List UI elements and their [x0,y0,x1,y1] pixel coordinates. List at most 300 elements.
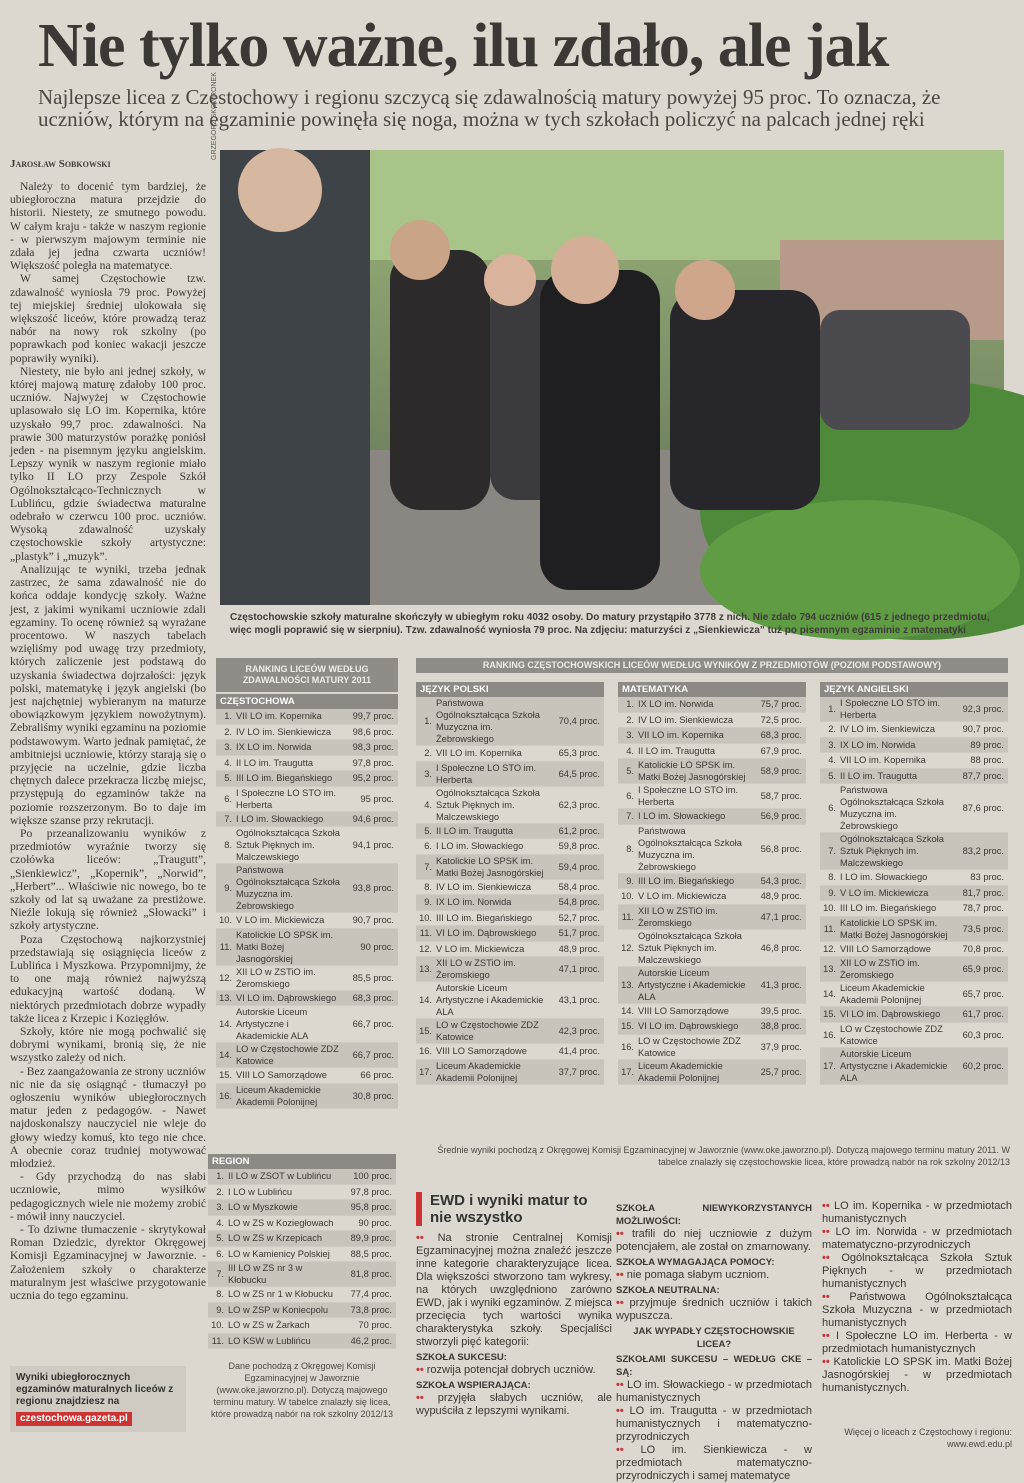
score: 54,8 proc. [558,897,600,908]
subjects-note: Średnie wyniki pochodzą z Okręgowej Komisji Egzaminacyjnej w Jaworznie (www.oke.jaworzno.pl). Dotyczą majowego terminu matury 2011. W tabelce znalazły się częstochowskie licea, które prowadzą nabór na rok szkolny 2012/13 [437,1145,1010,1167]
school-name: II LO w ZSOT w Lublińcu [228,1171,332,1182]
list-text: LO im. Traugutta - w przedmiotach humanistycznych i matematyczno-przyrodniczych [616,1405,812,1443]
score: 88 proc. [970,755,1004,766]
rank: 2. [216,1186,224,1197]
city-header: CZĘSTOCHOWA [216,694,398,709]
school-name: LO w ZSP w Koniecpolu [228,1304,329,1315]
school-name: Państwowa Ogólnokształcąca Szkoła Muzyczna im. Żebrowskiego [840,785,944,831]
score: 83,2 proc. [962,846,1004,856]
school-name: VIII LO Samorządowe [236,1070,327,1081]
score: 78,7 proc. [962,903,1004,914]
rank: 10. [621,891,634,902]
body-paragraph: Szkoły, które nie mogą pochwalić się dobrymi wynikami, bronią się, że nie wszystko zależy od nich. [10,1025,206,1065]
rank: 10. [219,915,232,926]
school-name: II LO im. Traugutta [436,825,513,836]
rank: 4. [626,745,634,756]
body-paragraph: W samej Częstochowie tzw. zdawalność wyniosła 79 proc. Powyżej tej miejskiej średniej ulokowała się większość liceów, które prowadzą teraz nabór na nowy rok szkolny (po poprawkach pod koniec wakacji jeszcze poprawiły wyniki). [10,272,206,365]
rank: 8. [424,881,432,892]
rank: 1. [424,716,432,726]
school-name: VII LO im. Kopernika [436,748,522,759]
table-row [618,905,806,930]
list-item [616,1405,812,1444]
school-name: Autorskie Liceum Artystyczne i Akademickie ALA [638,967,746,1002]
table-row [618,1019,806,1035]
score: 97,8 proc. [350,1186,392,1197]
ewd-text: •• Na stronie Centralnej Komisji Egzaminacyjnej można znaleźć jeszcze inne kategorie charakteryzujące licea. Dla większości stworzono tam wykresy, na których uwzględniono zarówno EWD, jak i wyniki egzaminów. Z miejsca przecięcia tych wartości wynika charakterystyka szkoły. Specjaliści stworzyli pięć kategorii: SZKOŁA SUKCESU: •• rozwija potencjał dobrych uczniów. SZKOŁA WSPIERAJĄCA: •• przyjęła słabych uczniów, ale wypuściła z lepszymi wynikami. [416,1232,612,1417]
list-item [822,1252,1012,1291]
table-row [216,812,398,828]
rank: 5. [828,770,836,781]
list-item [822,1226,1012,1252]
bullet-icon: •• [822,1226,836,1238]
table-row [820,722,1008,738]
table-row [416,824,604,840]
table-row [416,957,604,982]
table-row [208,1169,396,1185]
rank: 11. [211,1335,224,1346]
score: 58,7 proc. [760,791,802,801]
table-row [208,1185,396,1201]
table-row [820,917,1008,942]
score: 58,9 proc. [760,766,802,776]
table-row [208,1287,396,1303]
rank: 5. [626,766,634,776]
rank: 15. [823,1009,836,1020]
c2-text: przyjęła słabych uczniów, ale wypuściła z lepszymi wynikami. [416,1392,612,1417]
more-text: Więcej o liceach z Częstochowy i regionu: [844,1427,1012,1437]
rank: 11. [219,941,232,952]
table-row [416,787,604,824]
school-name: Liceum Akademickie Akademii Polonijnej [638,1060,723,1083]
rank: 13. [621,979,634,990]
table-row [618,728,806,744]
list-text: LO im. Norwida - w przedmiotach matematyczno-przyrodniczych [822,1226,1012,1251]
table-row [820,982,1008,1007]
score: 60,3 proc. [962,1029,1004,1040]
bullet-icon: •• [822,1252,842,1264]
city-rows [216,709,398,1109]
rank: 11. [823,923,836,934]
list-text: Katolickie LO SPSK im. Matki Bożej Jasnogórskiej - w przedmiotach humanistycznych. [822,1356,1012,1394]
rank: 16. [823,1029,836,1040]
rank: 15. [621,1021,634,1032]
school-name: I LO im. Słowackiego [436,841,524,852]
score: 37,7 proc. [558,1066,600,1077]
table-row [216,864,398,913]
score: 77,4 proc. [350,1289,392,1300]
school-name: V LO im. Mickiewicza [236,915,325,926]
c1-text: rozwija potencjał dobrych uczniów. [426,1364,596,1376]
table-row [216,756,398,772]
school-name: IX LO im. Norwida [840,739,916,750]
news-photo [220,150,1004,605]
score: 72,5 proc. [760,714,802,725]
score: 93,8 proc. [352,883,394,893]
ewd-intro: Na stronie Centralnej Komisji Egzaminacyjnej można znaleźć jeszcze inne kategorie charakteryzujące licea. Dla większości stworzono tam wykresy, na których uwzględniono zarówno EWD, jak i wyniki egzaminów. Z miejsca przecięcia tych wartości wynika charakterystyka szkoły. Specjaliści stworzyli pięć kategorii: [416,1232,612,1348]
school-name: XII LO w ZSTiO im. Żeromskiego [436,958,516,980]
author: Jarosław Sobkowski [10,158,111,170]
rank: 8. [224,840,232,850]
rank: 9. [424,897,432,908]
rank: 10. [823,903,836,914]
table-row [208,1231,396,1247]
promo-link[interactable]: czestochowa.gazeta.pl [16,1412,132,1426]
list-text: I Społeczne LO im. Herberta - w przedmiotach humanistycznych [822,1330,1012,1355]
school-name: V LO im. Mickiewicza [638,891,727,902]
list-item [616,1379,812,1405]
body-paragraph: - To dziwne tłumaczenie - skrytykował Roman Dziedzic, dyrektor Okręgowej Komisji Egzaminacyjnej w Jaworznie. - Założeniem szkoły o charakterze maturalnym jest właściwe przygotowanie ucznia do tego egzaminu. [10,1223,206,1303]
ewd-title: EWD i wyniki matur to nie wszystko [416,1192,612,1226]
table-row [216,913,398,929]
school-name: Ogólnokształcąca Szkoła Sztuk Pięknych im. Malczewskiego [638,930,742,965]
table-row [618,930,806,967]
school-name: LO w ZS w Żarkach [228,1320,310,1331]
list-item [822,1291,1012,1330]
table-row [618,744,806,760]
subjects-title: RANKING CZĘSTOCHOWSKICH LICEÓW WEDŁUG WYNIKÓW Z PRZEDMIOTÓW (POZIOM PODSTAWOWY) [416,658,1008,673]
table-row [416,880,604,896]
rank: 14. [219,1019,232,1029]
score: 90 proc. [358,1217,392,1228]
c3-head: SZKOŁA NIEWYKORZYSTANYCH MOŻLIWOŚCI: [616,1203,812,1227]
school-name: Autorskie Liceum Artystyczne i Akademickie ALA [236,1007,309,1041]
rank: 3. [626,730,634,741]
table-row [416,926,604,942]
school-name: III LO w ZS nr 3 w Kłobucku [228,1263,303,1285]
school-name: I LO im. Słowackiego [236,813,324,824]
score: 51,7 proc. [558,928,600,939]
rank: 16. [621,1041,634,1052]
ranking-note: Dane pochodzą z Okręgowej Komisji Egzaminacyjnej w Jaworznie (www.oke.jaworzno.pl). Dotyczą majowego terminu matury. W tabelce znalazły się licea, które prowadzą nabór na rok szkolny 2012/13 [210,1361,394,1419]
table-row [416,895,604,911]
bullet-icon: •• [822,1330,837,1342]
school-name: IV LO im. Sienkiewicza [638,714,734,725]
score: 46,2 proc. [350,1335,392,1346]
rank: 1. [828,704,836,714]
c4-text: nie pomaga słabym uczniom. [626,1269,770,1281]
score: 66,7 proc. [352,1050,394,1060]
score: 47,1 proc. [558,964,600,974]
school-name: Państwowa Ogólnokształcąca Szkoła Muzyczna im. Żebrowskiego [436,698,540,744]
promo-box [10,1366,186,1432]
table-row [618,1004,806,1020]
school-name: II LO im. Traugutta [840,770,917,781]
score: 48,9 proc. [558,943,600,954]
school-name: Ogólnokształcąca Szkoła Sztuk Pięknych im. Malczewskiego [236,828,340,862]
rank: 9. [224,883,232,893]
table-row [208,1318,396,1334]
rank: 3. [224,742,232,753]
body-paragraph: Poza Częstochową najkorzystniej przedstawiają się osiągnięcia liceów z Lublińca i Myszkowa. Przypomnijmy, że to one mają również najwyższą edukacyjną wartość dodaną. W niektórych przedmiotach dobrze wypadły także licea z Krzepic i Kozięgłów. [10,932,206,1025]
school-name: I LO w Lublińcu [228,1186,293,1197]
ewd-text-2: SZKOŁA NIEWYKORZYSTANYCH MOŻLIWOŚCI: •• trafili do niej uczniowie z dużym potencjałem, ale został on zmarnowany. SZKOŁA WYMAGAJĄCA POMOCY: •• nie pomaga słabym uczniom. SZKOŁA NEUTRALNA: •• przyjmuje średnich uczniów i takich wypuszcza. JAK WYPADŁY CZĘSTOCHOWSKIE LICEA? SZKOŁAMI SUKCESU – WEDŁUG CKE – SĄ: •• LO im. Słowackiego - w przedmiotach humanistycznych •• LO im. Traugutta - w przedmiotach humanistycznych i matematyczno-przyrodniczych •• LO im. Sienkiewicza - w przedmiotach matematyczno-przyrodniczych i samej matematyce [616,1203,812,1482]
ewd-box [416,1192,612,1418]
rank: 12. [419,943,432,954]
school-name: I LO im. Słowackiego [638,811,726,822]
score: 87,6 proc. [962,803,1004,813]
rank: 4. [424,799,432,810]
rank: 10. [211,1320,224,1331]
rank: 17. [621,1066,634,1077]
score: 25,7 proc. [760,1066,802,1077]
school-name: XII LO w ZSTiO im. Żeromskiego [638,905,718,928]
list-text: LO im. Kopernika - w przedmiotach humanistycznych [822,1200,1012,1225]
school-name: I Społeczne LO STO im. Herberta [840,698,941,720]
school-name: Katolickie LO SPSK im. Matki Bożej Jasnogórskiej [840,917,948,940]
score: 64,5 proc. [558,768,600,779]
score: 85,5 proc. [352,972,394,983]
table-row [820,957,1008,982]
score: 43,1 proc. [558,995,600,1005]
rank: 14. [621,1005,634,1016]
score: 30,8 proc. [352,1090,394,1101]
c5-head: SZKOŁA NEUTRALNA: [616,1285,720,1296]
body-paragraph: Po przeanalizowaniu wyników z przedmiotów wyraźnie tworzy się czołówka liceów: „Traugutt”, „Sienkiewicz”, „Kopernik”, „Norwid”, „Herbert”... Właściwie nic nowego, bo te szkoły od lat są uważane za prestiżowe. Nieźle lokują się również „Słowacki” i szkoły artystyczne. [10,826,206,933]
table-row [416,839,604,855]
table-row [216,966,398,991]
score: 65,9 proc. [962,964,1004,974]
school-name: Państwowa Ogólnokształcąca Szkoła Muzyczna im. Żebrowskiego [638,825,742,872]
score: 70,8 proc. [962,943,1004,954]
school-name: IV LO im. Sienkiewicza [236,726,332,737]
list-text: LO im. Słowackiego - w przedmiotach humanistycznych [616,1379,812,1404]
rank: 17. [419,1066,432,1077]
score: 62,3 proc. [558,799,600,810]
lead-paragraph: Najlepsze licea z Częstochowy i regionu szczycą się zdawalnością matury powyżej 95 proc. To oznacza, że uczniów, którym na egzaminie powinęła się noga, można w tych szkołach policzyć na palcach jednej ręki [38,85,941,131]
school-name: IV LO im. Sienkiewicza [436,881,532,892]
score: 70,4 proc. [558,716,600,726]
rank: 6. [224,793,232,804]
score: 61,2 proc. [558,825,600,836]
body-paragraph: Niestety, nie było ani jednej szkoły, w której majową maturę zdałoby 100 proc. uczniów. Najwyżej w Częstochowie uplasowało się LO im. Kopernika, które uzyskało 99,7 proc. zdawalności. Na prawie 300 maturzystów porażkę poniósł jeden - na pisemnym języku angielskim. Lepszy wynik w naszym regionie miało tylko II LO przy Zespole Szkół Ogólnokształcąco-Technicznych w Lublińcu, gdzie świadectwa maturalne odebrało w czerwcu 100 proc. uczniów. Wysoką zdawalność uzyskały częstochowskie szkoły artystyczne: „plastyk” i „muzyk”. [10,364,206,563]
school-name: LO w ZS w Krzepicach [228,1233,323,1244]
headline: Nie tylko ważne, ilu zdało, ale jak [38,12,889,80]
body-paragraph: Należy to docenić tym bardziej, że ubiegłoroczna matura przejdzie do historii. Niestety, ze smutnego powodu. W całym kraju - także w naszym regionie - w pierwszym majowym terminie nie zdała jej jedna czwarta uczniów! Większość poległa na matematyce. [10,180,206,273]
score: 90,7 proc. [962,724,1004,735]
score: 87,7 proc. [962,770,1004,781]
score: 70 proc. [358,1320,392,1331]
bullet-icon: •• [616,1444,641,1456]
score: 73,8 proc. [350,1304,392,1315]
table-row [618,697,806,713]
school-name: IV LO im. Sienkiewicza [840,724,936,735]
list-item [822,1356,1012,1395]
school-name: III LO im. Biegańskiego [638,875,735,886]
bullet-icon: •• [616,1379,627,1391]
rank: 10. [419,912,432,923]
bullet-icon: •• [616,1405,630,1417]
score: 67,9 proc. [760,745,802,756]
rank: 8. [216,1289,224,1300]
rank: 13. [419,964,432,974]
table-row [416,762,604,787]
school-name: III LO im. Biegańskiego [436,912,533,923]
rank: 12. [219,972,232,983]
rank: 4. [828,755,836,766]
table-row [208,1200,396,1216]
score: 61,7 proc. [962,1009,1004,1020]
school-name: Autorskie Liceum Artystyczne i Akademickie ALA [436,983,544,1017]
rank: 15. [219,1070,232,1081]
table-row [618,713,806,729]
rank: 9. [828,887,836,898]
rank: 11. [419,928,432,939]
score: 98,3 proc. [352,742,394,753]
school-name: VI LO im. Dąbrowskiego [638,1021,739,1032]
score: 56,9 proc. [760,811,802,822]
school-name: Autorskie Liceum Artystyczne i Akademickie ALA [840,1048,948,1083]
table-row [820,1048,1008,1085]
rank: 2. [224,726,232,737]
school-name: III LO im. Biegańskiego [840,903,937,914]
table-row [820,870,1008,886]
score: 60,2 proc. [962,1060,1004,1071]
rank: 3. [424,768,432,779]
table-row [416,911,604,927]
table-row [216,771,398,787]
school-name: VIII LO Samorządowe [638,1005,729,1016]
score: 94,6 proc. [352,813,394,824]
rank: 16. [419,1046,432,1057]
school-name: Katolickie LO SPSK im. Matki Bożej Jasnogórskiej [236,929,334,964]
table-row [618,1060,806,1085]
rank: 1. [626,699,634,710]
rank: 5. [424,825,432,836]
bullet-icon: •• [822,1200,834,1212]
table-row [820,833,1008,870]
score: 59,4 proc. [558,861,600,872]
rank: 1. [216,1171,224,1182]
school-name: V LO im. Mickiewicza [436,943,525,954]
subjects-table [416,658,1008,1130]
rank: 7. [626,811,634,822]
english-header: JĘZYK ANGIELSKI [820,682,1008,697]
polish-header: JĘZYK POLSKI [416,682,604,697]
question-sub: SZKOŁAMI SUKCESU – WEDŁUG CKE – SĄ: [616,1354,812,1378]
score: 99,7 proc. [352,711,394,722]
school-name: I Społeczne LO STO im. Herberta [236,787,337,810]
table-row [820,753,1008,769]
rank: 12. [621,942,634,953]
table-row [820,697,1008,722]
school-name: VI LO im. Dąbrowskiego [236,992,337,1003]
school-name: VII LO im. Kopernika [638,730,724,741]
school-name: I LO im. Słowackiego [840,872,928,883]
c1-head: SZKOŁA SUKCESU: [416,1352,507,1363]
rank: 14. [219,1050,232,1060]
school-name: Liceum Akademickie Akademii Polonijnej [236,1084,321,1107]
school-name: VII LO im. Kopernika [840,755,926,766]
rank: 16. [219,1090,232,1101]
score: 75,7 proc. [760,699,802,710]
score: 38,8 proc. [760,1021,802,1032]
article-body [10,180,206,1302]
table-row [618,889,806,905]
school-name: Katolickie LO SPSK im. Matki Bożej Jasnogórskiej [638,760,746,782]
school-name: XII LO w ZSTiO im. Żeromskiego [840,958,920,980]
table-row [416,697,604,746]
table-row [416,942,604,958]
rank: 6. [626,791,634,801]
school-name: V LO im. Mickiewicza [840,887,929,898]
region-table [208,1152,396,1349]
table-row [216,1006,398,1043]
score: 83 proc. [970,872,1004,883]
table-row [618,784,806,809]
c5-text: przyjmuje średnich uczniów i takich wypuszcza. [616,1297,812,1322]
body-paragraph: - Gdy przychodzą do nas słabi uczniowie, mimo wysiłków pedagogicznych wiele nie możemy zrobić - mówił inny nauczyciel. [10,1170,206,1223]
table-row [216,740,398,756]
rank: 5. [216,1233,224,1244]
score: 41,4 proc. [558,1046,600,1057]
school-name: Ogólnokształcąca Szkoła Sztuk Pięknych im. Malczewskiego [436,787,540,822]
score: 89,9 proc. [350,1233,392,1244]
school-name: LO w Myszkowie [228,1202,298,1213]
score: 68,3 proc. [352,992,394,1003]
table-row [216,1068,398,1084]
school-name: LO KSW w Lublińcu [228,1335,311,1346]
bullet-icon: •• [822,1291,850,1303]
table-row [820,942,1008,958]
school-name: IX LO im. Norwida [236,742,312,753]
bullet-icon: •• [822,1356,834,1368]
school-name: I Społeczne LO STO im. Herberta [436,762,537,785]
table-row [208,1216,396,1232]
more-url[interactable]: www.ewd.edu.pl [946,1439,1012,1449]
score: 47,1 proc. [760,911,802,922]
math-header: MATEMATYKA [618,682,806,697]
rank: 3. [216,1202,224,1213]
rank: 17. [823,1060,836,1071]
table-row [820,901,1008,917]
table-row [216,787,398,812]
score: 73,5 proc. [962,923,1004,934]
school-name: II LO im. Traugutta [236,757,313,768]
score: 66 proc. [360,1070,394,1081]
english-column [820,680,1008,1085]
table-row [618,759,806,784]
score: 42,3 proc. [558,1026,600,1036]
score: 81,7 proc. [962,887,1004,898]
table-row [618,967,806,1004]
school-name: Ogólnokształcąca Szkoła Sztuk Pięknych im. Malczewskiego [840,834,944,868]
table-row [208,1247,396,1263]
table-row [216,991,398,1007]
school-name: LO w ZS nr 1 w Kłobucku [228,1289,333,1300]
school-name: Liceum Akademickie Akademii Polonijnej [840,983,925,1005]
school-name: IX LO im. Norwida [638,699,714,710]
school-name: IX LO im. Norwida [436,897,512,908]
photo-credit: GRZEGORZ SKOWRONEK [211,72,218,160]
rank: 9. [626,875,634,886]
score: 68,3 proc. [760,730,802,741]
score: 100 proc. [353,1171,392,1182]
table-row [216,827,398,864]
photo-caption: Częstochowskie szkoły maturalne skończyły w ubiegłym roku 4032 osoby. Do matury przystąpiło 3778 z nich. Nie zdało 794 uczniów (615 z jednego przedmiotu, więc mogli poprawić się w sierpniu). Tzw. zdawalność wyniosła 79 proc. Na zdjęciu: maturzyści z „Sienkiewicza” tuż po pisemnym egzaminie z matematyki [230,612,990,636]
body-paragraph: - Bez zaangażowania ze strony uczniów nic nie da się osiągnąć - tłumaczył po ogłoszeniu wyników ubiegłorocznych matur jeden z pedagogów. - Nawet najdoskonalszy nauczyciel nie wleje do głowy wiedzy komuś, kto tego nie chce. A obecnie coraz trudniej motywować młodzież. [10,1064,206,1171]
school-name: III LO im. Biegańskiego [236,773,333,784]
table-row [820,784,1008,833]
school-name: VIII LO Samorządowe [840,943,931,954]
table-row [416,1060,604,1085]
score: 98,6 proc. [352,726,394,737]
table-row [208,1303,396,1319]
rank: 7. [828,846,836,856]
school-name: XII LO w ZSTiO im. Żeromskiego [236,966,316,989]
table-row [416,982,604,1019]
table-row [820,1007,1008,1023]
table-row [820,769,1008,785]
